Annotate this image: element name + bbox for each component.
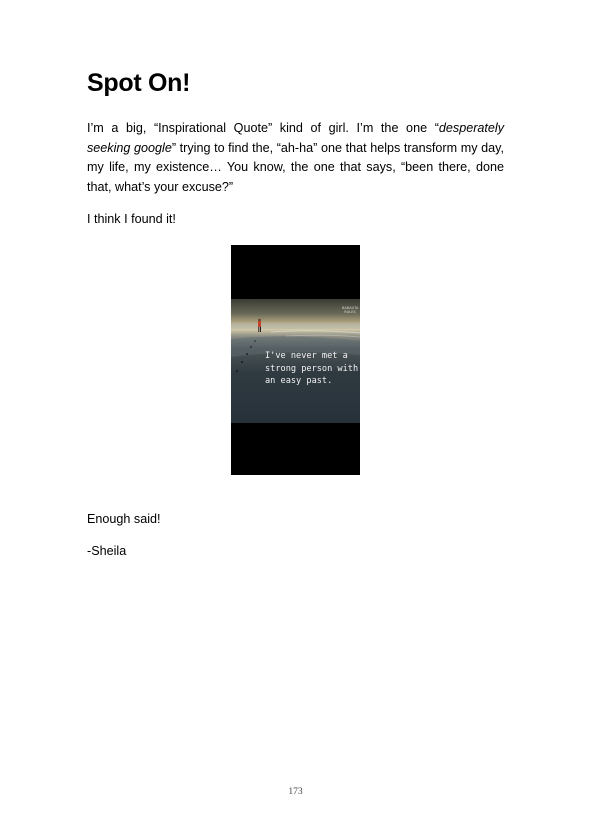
signature: -Sheila <box>87 544 127 558</box>
footprint <box>241 361 243 363</box>
quote-overlay-text: I've never met a strong person with an easy past. <box>265 351 359 386</box>
footprint <box>250 346 252 348</box>
person-figure <box>258 321 261 327</box>
intro-text-part2: ” trying to find the, “ah-ha” one that helps transform my day, my life, my existence… You know, the one that says, “been there, done that, what’s your excuse?” <box>87 140 504 194</box>
page-title: Spot On! <box>87 69 191 97</box>
beach-photo <box>231 299 360 423</box>
found-it-paragraph: I think I found it! <box>87 212 176 226</box>
intro-text-italic: desperately seeking google <box>87 121 504 155</box>
person-leg <box>258 327 259 332</box>
footprint <box>236 370 238 372</box>
quote-image <box>231 245 360 475</box>
person-head <box>258 319 261 322</box>
footprint <box>254 340 256 342</box>
wave-line <box>271 331 360 333</box>
intro-text-part1: I’m a big, “Inspirational Quote” kind of girl. I’m the one “ <box>87 121 439 135</box>
enough-said-paragraph: Enough said! <box>87 512 161 526</box>
footprint <box>246 353 248 355</box>
intro-paragraph <box>87 119 504 197</box>
sea-band <box>231 323 360 329</box>
photo-watermark: BABAUTA RULES <box>342 306 359 314</box>
page-number: 173 <box>288 787 303 797</box>
person-leg <box>260 327 261 332</box>
